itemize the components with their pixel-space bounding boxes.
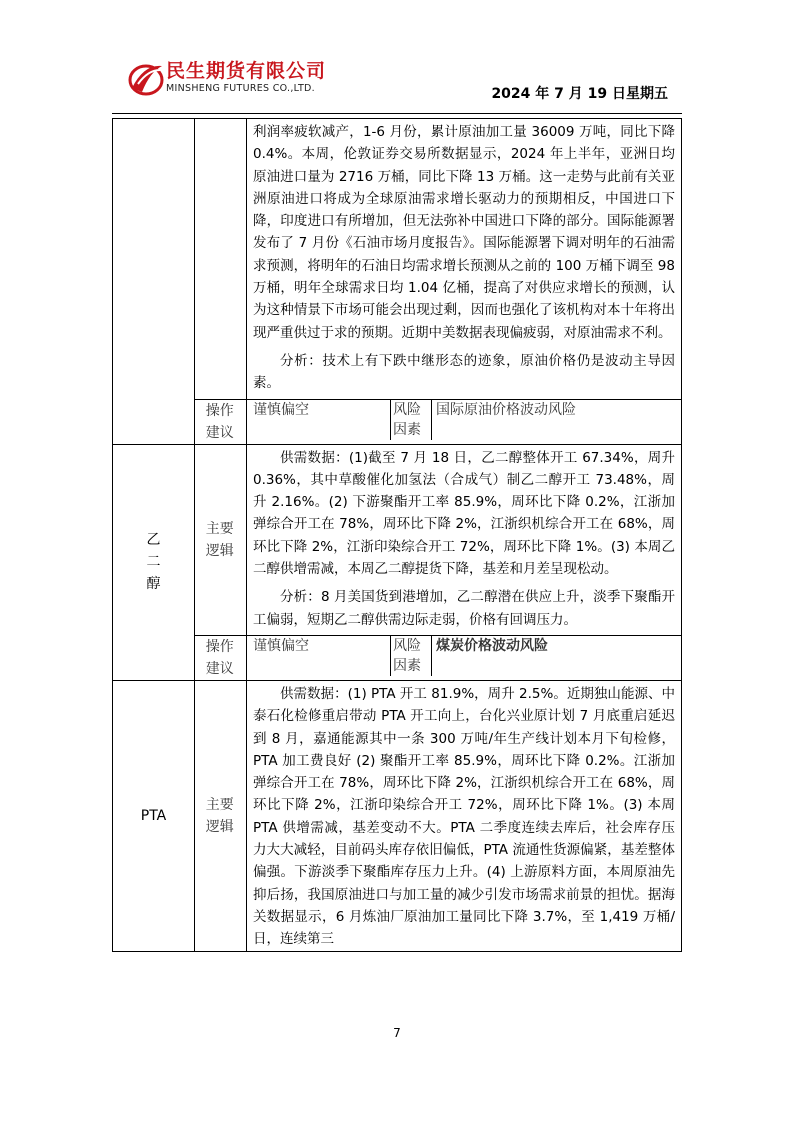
op-label-cell: 操作建议 [195,635,247,680]
label-cell-empty [195,119,247,400]
swoosh-logo-icon [128,58,164,98]
table-row [113,680,682,951]
op-label-cell: 操作建议 [195,399,247,444]
page-number: 7 [393,1026,401,1040]
crude-content-cell [247,119,682,400]
table-row [113,119,682,400]
company-logo [128,58,368,102]
analysis-table [112,118,682,952]
table-row [113,444,682,635]
category-meg: 乙二醇 [113,444,195,680]
crude-analysis: 分析：技术上有下跌中继形态的迹象，原油价格仍是波动主导因素。 [253,352,675,392]
logic-label-cell: 主要逻辑 [195,444,247,635]
op-value: 谨慎偏空 [253,637,309,654]
table-row [113,399,682,444]
table-row [113,635,682,680]
category-cell-empty [113,119,195,445]
op-value: 谨慎偏空 [253,401,309,418]
category-pta: PTA [113,680,195,951]
pta-paragraph: 供需数据：(1) PTA 开工 81.9%，周升 2.5%。近期独山能源、中泰石化检修重启带动 PTA 开工向上，台化兴业原计划 7 月底重启延迟到 8 月，嘉通能源其中一条 300 万吨/年生产线计划本月下旬检修，PTA 加工费良好 (2) 聚酯开工率 85.9%，周环比下降 0.2%。江浙加弹综合开工在 78%，周环比下降 2%，江浙织机综合开工在 68%，周环比下降 2%，江浙印染综合开工 72%，周环比下降 1%。(3) 本周 PTA 供增需减，基差变动不大。PTA 二季度连续去库后，社会库存压力大大减轻，目前码头库存依旧偏低，PTA 流通性货源偏紧，基差整体偏强。下游淡季下聚酯库存压力上升。(4) 上游原料方面，本周原油先抑后扬，我国原油进口与加工量的减少引发市场需求前景的担忧。据海关数据显示，6 月炼油厂原油加工量同比下降 3.7%，至 1,419 万桶/日，连续第三 [253,685,675,948]
risk-label: 风险因素 [391,400,432,440]
op-risk-row [247,400,681,440]
page-header [0,0,794,118]
risk-label: 风险因素 [391,636,432,676]
risk-value: 煤炭价格波动风险 [432,636,682,676]
logic-label-cell: 主要逻辑 [195,680,247,951]
logo-chinese-name: 民生期货有限公司 [166,60,327,82]
op-risk-row [247,636,681,676]
risk-value: 国际原油价格波动风险 [432,400,682,440]
header-divider [112,113,682,114]
meg-paragraph: 供需数据：(1)截至 7 月 18 日，乙二醇整体开工 67.34%，周升 0.36%，其中草酸催化加氢法（合成气）制乙二醇开工 73.48%，周升 2.16%。(2) 下游聚酯开工率 85.9%，周环比下降 0.2%，江浙加弹综合开工在 78%，周环比下降 2%，江浙织机综合开工在 68%，周环比下降 2%，江浙印染综合开工 72%，周环比下降 1%。(3) 本周乙二醇供增需减，本周乙二醇提货下降，基差和月差呈现松动。 [253,449,675,578]
meg-content-cell [247,444,682,635]
logo-english-name: MINSHENG FUTURES CO.,LTD. [166,83,315,94]
crude-paragraph: 利润率疲软减产，1-6 月份，累计原油加工量 36009 万吨，同比下降 0.4%。本周，伦敦证券交易所数据显示，2024 年上半年，亚洲日均原油进口量为 2716 万桶，同比下降 13 万桶。这一走势与此前有关亚洲原油进口将成为全球原油需求增长驱动力的预期相反，中国进口下降，印度进口有所增加，但无法弥补中国进口下降的部分。国际能源署发布了 7 月份《石油市场月度报告》。国际能源署下调对明年的石油需求预测，将明年的石油日均需求增长预测从之前的 100 万桶下调至 98 万桶，明年全球需求日均 1.04 亿桶，提高了对供应求增长的预测，认为这种情景下市场可能会出现过剩，因而也强化了该机构对本十年将出现严重供过于求的预期。近期中美数据表现偏疲弱，对原油需求不利。 [253,124,675,341]
report-date: 2024 年 7 月 19 日星期五 [491,86,668,102]
meg-analysis: 分析：8 月美国货到港增加，乙二醇潜在供应上升，淡季下聚酯开工偏弱，短期乙二醇供需边际走弱，价格有回调压力。 [253,589,675,628]
pta-content-cell [247,680,682,951]
